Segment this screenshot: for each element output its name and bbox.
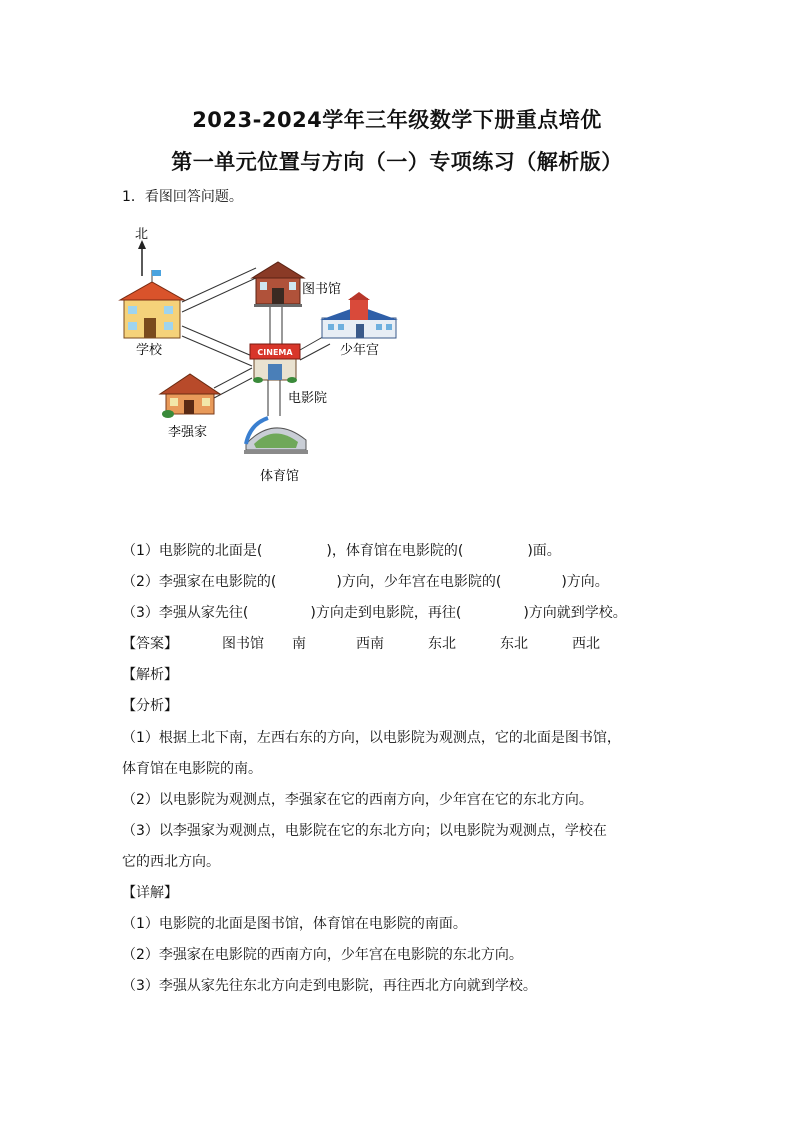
- gym-icon: [244, 418, 308, 454]
- answer-2: 南: [292, 636, 306, 652]
- north-arrow-icon: [138, 240, 146, 276]
- north-label: 北: [135, 227, 149, 242]
- title-line-1: 2023-2024学年三年级数学下册重点培优: [192, 108, 602, 132]
- youth-palace-label: 少年宫: [340, 343, 380, 358]
- answer-line: [122, 633, 600, 653]
- answer-3: 西南: [356, 636, 384, 652]
- xiangjie-label: 【详解】: [122, 885, 178, 901]
- xiangjie-line-1: （1）电影院的北面是图书馆，体育馆在电影院的南面。: [122, 916, 467, 932]
- cinema-label: 电影院: [288, 391, 328, 406]
- fenxi-line-2: 体育馆在电影院的南。: [122, 761, 262, 777]
- title-line-2: 第一单元位置与方向（一）专项练习（解析版）: [171, 150, 623, 174]
- xiangjie-line-3: （3）李强从家先往东北方向走到电影院，再往西北方向就到学校。: [122, 978, 537, 994]
- fenxi-line-4: （3）以李强家为观测点，电影院在它的东北方向；以电影院为观测点，学校在: [122, 823, 607, 839]
- home-icon: [160, 374, 220, 418]
- fenxi-line-1: （1）根据上北下南，左西右东的方向，以电影院为观测点，它的北面是图书馆，: [122, 730, 621, 746]
- subquestion-2: （2）李强家在电影院的( )方向，少年宫在电影院的( )方向。: [122, 574, 609, 590]
- home-label: 李强家: [168, 425, 208, 440]
- library-label: 图书馆: [302, 282, 342, 297]
- school-label: 学校: [136, 343, 163, 358]
- answer-6: 西北: [572, 636, 600, 652]
- xiangjie-line-2: （2）李强家在电影院的西南方向，少年宫在电影院的东北方向。: [122, 947, 523, 963]
- gym-label: 体育馆: [260, 469, 300, 484]
- school-icon: [120, 270, 184, 338]
- fenxi-line-3: （2）以电影院为观测点，李强家在它的西南方向，少年宫在它的东北方向。: [122, 792, 593, 808]
- cinema-sign: CINEMA: [257, 348, 293, 357]
- answer-label: 【答案】: [122, 636, 178, 652]
- answer-5: 东北: [500, 636, 528, 652]
- fenxi-line-5: 它的西北方向。: [122, 854, 220, 870]
- map-diagram: [110, 218, 430, 498]
- analysis-label: 【解析】: [122, 667, 178, 683]
- youth-palace-icon: [320, 292, 398, 338]
- answer-4: 东北: [428, 636, 456, 652]
- question-label: 1．看图回答问题。: [122, 189, 243, 205]
- fenxi-label: 【分析】: [122, 698, 178, 714]
- subquestion-3: （3）李强从家先往( )方向走到电影院，再往( )方向就到学校。: [122, 605, 627, 621]
- library-icon: [252, 262, 304, 307]
- answer-1: 图书馆: [222, 636, 264, 652]
- subquestion-1: （1）电影院的北面是( )，体育馆在电影院的( )面。: [122, 543, 561, 559]
